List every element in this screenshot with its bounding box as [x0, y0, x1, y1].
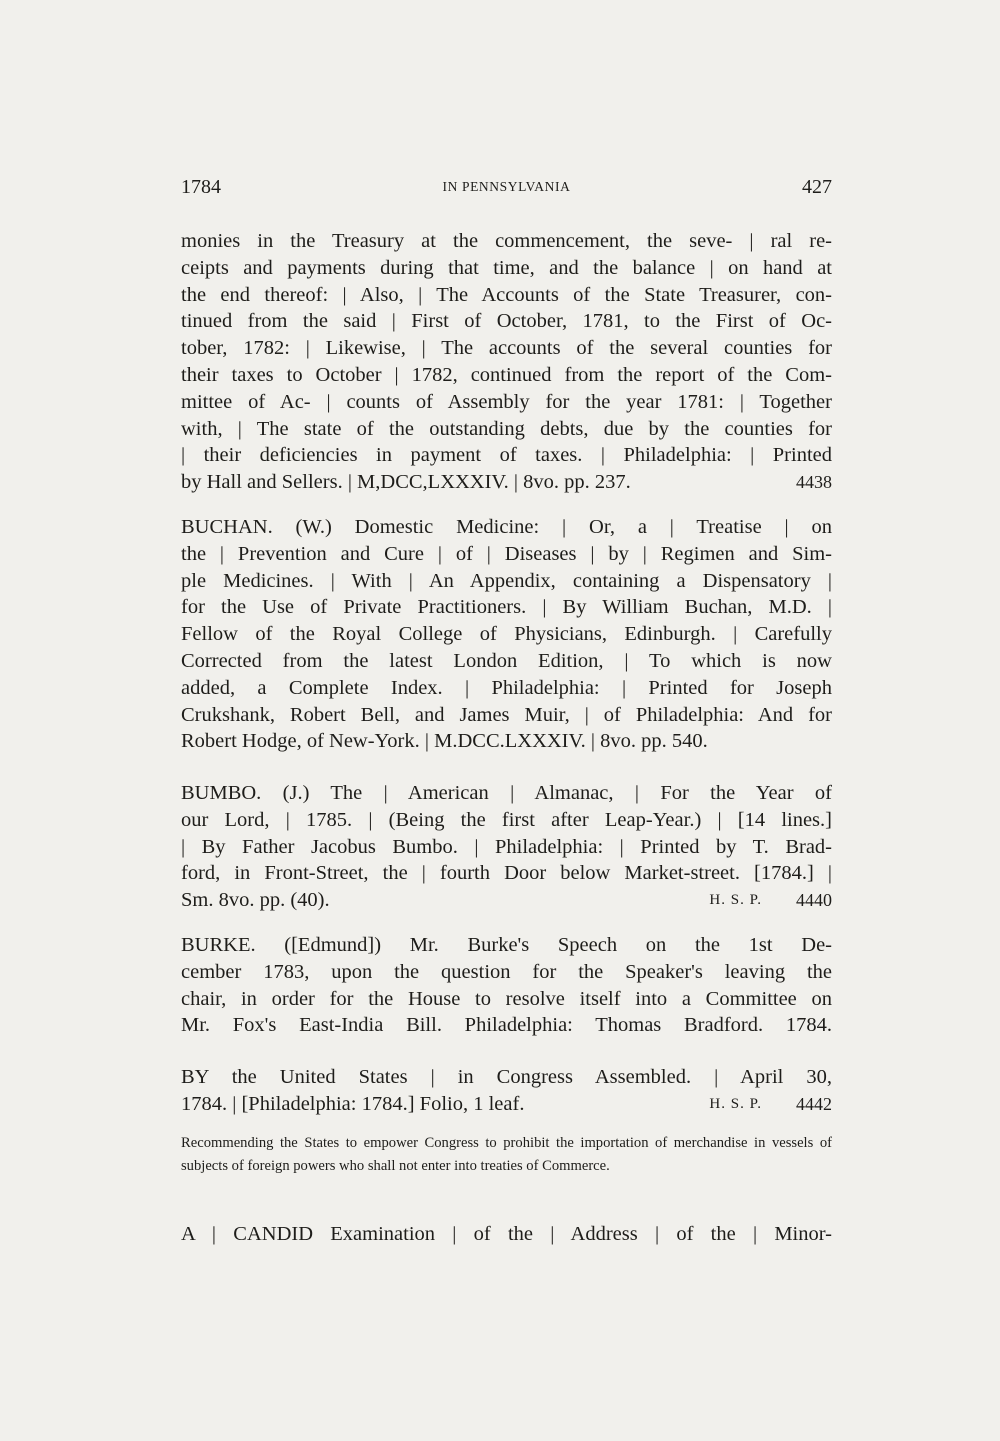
entry-line: Sm. 8vo. pp. (40). — [181, 889, 330, 912]
library-symbol: H. S. P. — [709, 892, 762, 909]
entry-line: Mr. Fox's East-India Bill. Philadelphia: Thomas Bradford. 1784. — [181, 1014, 832, 1037]
entry-line: the end thereof: | Also, | The Accounts of the State Treasurer, con- — [181, 283, 832, 306]
entry-note: Recommending the States to empower Congress to prohibit the importation of merchandise in vessels of subjects of foreign powers who shall not enter into treaties of Commerce. — [181, 1135, 832, 1174]
entry-line: Corrected from the latest London Edition, | To which is now — [181, 649, 832, 672]
entry-line: our Lord, | 1785. | (Being the first after Leap-Year.) | [14 lines.] — [181, 808, 832, 831]
entry-line: Crukshank, Robert Bell, and James Muir, | of Philadelphia: And for — [181, 703, 832, 726]
entry-line: 1784. | [Philadelphia: 1784.] Folio, 1 leaf. — [181, 1092, 525, 1115]
entry-line: added, a Complete Index. | Philadelphia: | Printed for Joseph — [181, 676, 832, 699]
entry-line: for the Use of Private Practitioners. | By William Buchan, M.D. | — [181, 596, 832, 619]
entry-line: BURKE. ([Edmund]) Mr. Burke's Speech on the 1st De- — [181, 934, 832, 956]
header-page-number: 427 — [802, 176, 832, 198]
entry-line: Robert Hodge, of New-York. | M.DCC.LXXXIV. | 8vo. pp. 540. — [181, 730, 708, 753]
entry-buchan — [181, 514, 832, 755]
entry-number: 4440 — [796, 890, 832, 911]
entry-line: mittee of Ac- | counts of Assembly for the year 1781: | Together — [181, 390, 832, 413]
running-header — [181, 176, 832, 200]
entry-line: tober, 1782: | Likewise, | The accounts of the several counties for — [181, 337, 832, 360]
library-symbol: H. S. P. — [709, 1095, 762, 1112]
header-year: 1784 — [181, 176, 221, 198]
entry-line: BUMBO. (J.) The | American | Almanac, | For the Year of — [181, 782, 832, 804]
entry-by-united-states — [181, 1064, 832, 1118]
entry-line: their taxes to October | 1782, continued from the report of the Com- — [181, 363, 832, 386]
entry-line: BUCHAN. (W.) Domestic Medicine: | Or, a | Treatise | on — [181, 516, 832, 538]
entry-line: monies in the Treasury at the commencement, the seve- | ral re- — [181, 230, 832, 252]
entry-line: chair, in order for the House to resolve itself into a Committee on — [181, 987, 832, 1010]
entry-line: BY the United States | in Congress Assembled. | April 30, — [181, 1066, 832, 1088]
entry-candid-examination — [181, 1221, 832, 1248]
entry-line: | their deficiencies in payment of taxes. | Philadelphia: | Printed — [181, 444, 832, 467]
entry-line: tinued from the said | First of October, 1781, to the First of Oc- — [181, 310, 832, 333]
entry-line: A | CANDID Examination | of the | Address | of the | Minor- — [181, 1223, 832, 1245]
header-running-title: IN PENNSYLVANIA — [442, 179, 571, 194]
entry-line: by Hall and Sellers. | M,DCC,LXXXIV. | 8vo. pp. 237. — [181, 471, 631, 494]
entry-line: with, | The state of the outstanding debts, due by the counties for — [181, 417, 832, 440]
entry-bumbo — [181, 780, 832, 914]
entry-number: 4442 — [796, 1093, 832, 1114]
entry-4438 — [181, 228, 832, 496]
entry-burke — [181, 932, 832, 1039]
entry-line: ple Medicines. | With | An Appendix, containing a Dispensatory | — [181, 569, 832, 592]
entry-line: | By Father Jacobus Bumbo. | Philadelphia: | Printed by T. Brad- — [181, 835, 832, 858]
entry-line: ford, in Front-Street, the | fourth Door below Market-street. [1784.] | — [181, 862, 832, 885]
entry-number: 4438 — [796, 472, 832, 493]
entry-line: ceipts and payments during that time, and the balance | on hand at — [181, 256, 832, 279]
entry-line: Fellow of the Royal College of Physicians, Edinburgh. | Carefully — [181, 623, 832, 646]
entry-line: the | Prevention and Cure | of | Diseases | by | Regimen and Sim- — [181, 542, 832, 565]
entry-line: cember 1783, upon the question for the Speaker's leaving the — [181, 960, 832, 983]
